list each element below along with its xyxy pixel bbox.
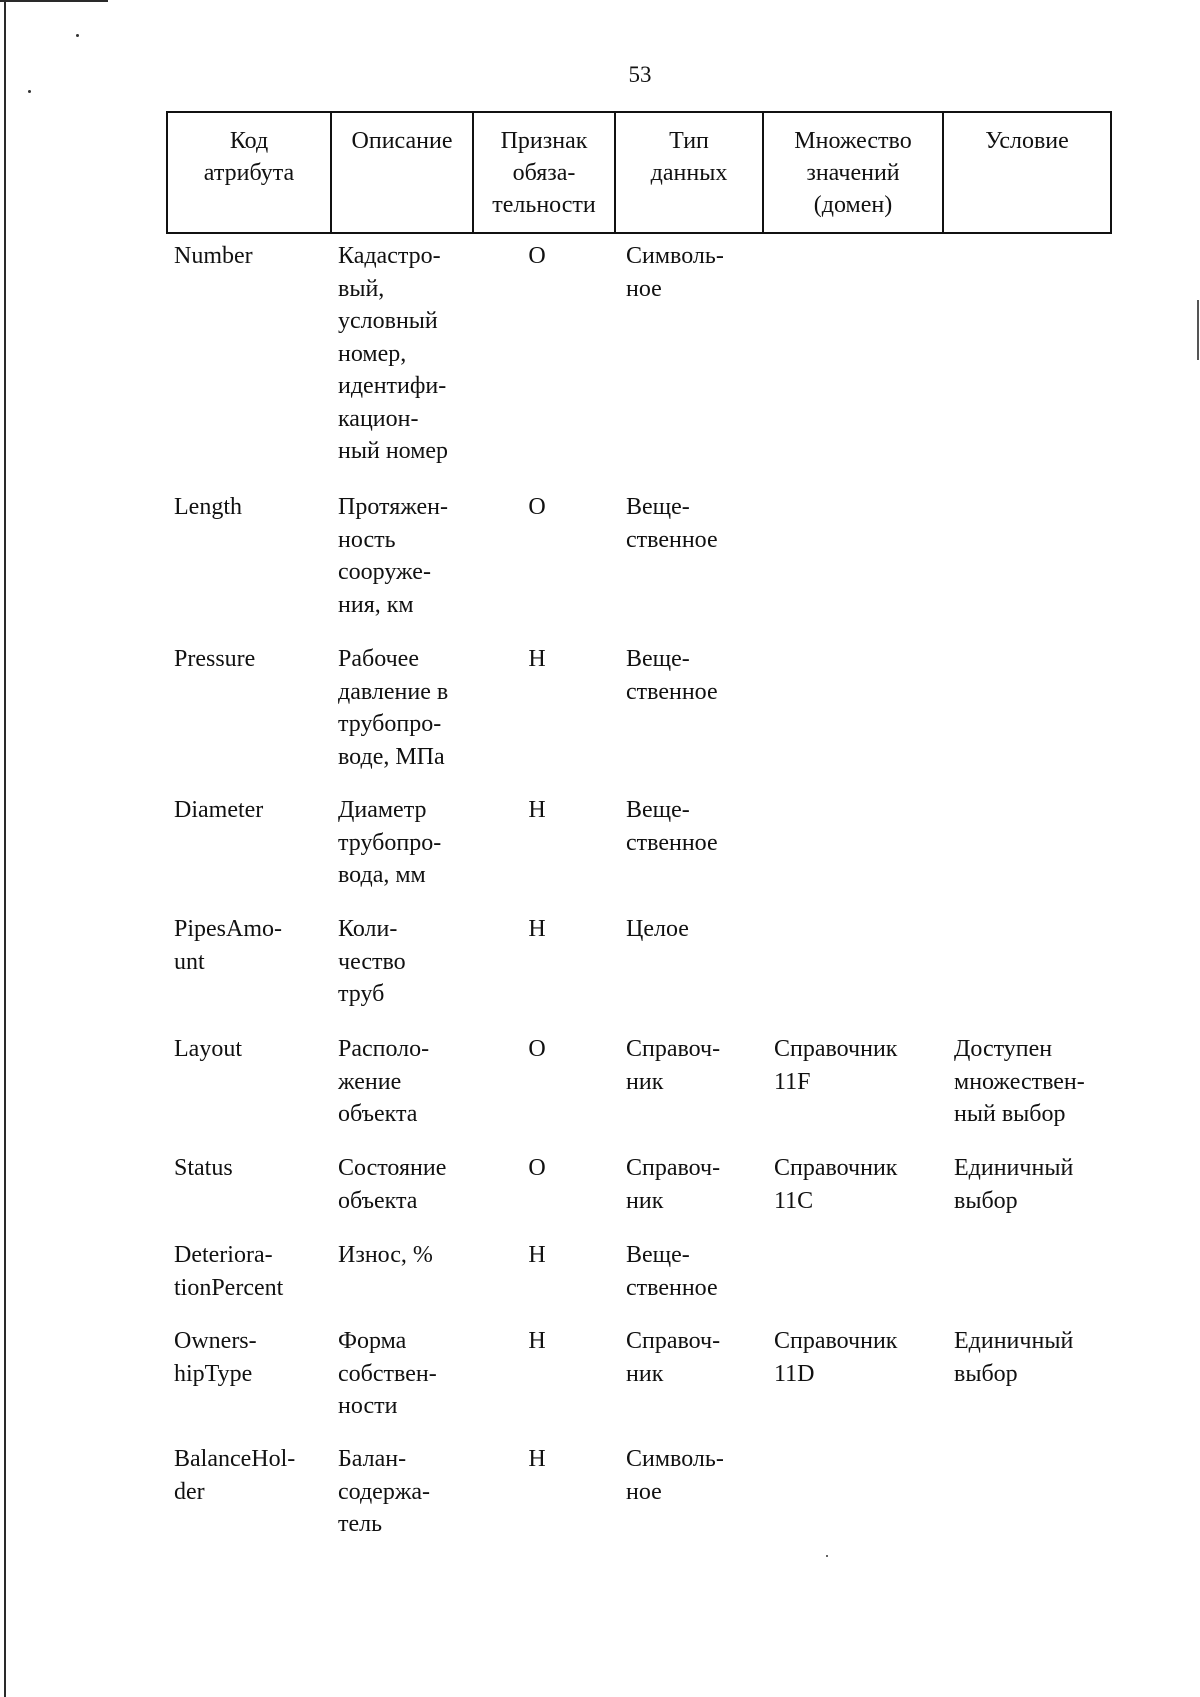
cell-domain: Справочник 11C (774, 1155, 898, 1214)
cell-type: Символь- ное (626, 1446, 724, 1505)
cell-code: Pressure (174, 646, 256, 672)
table-row (166, 643, 1112, 794)
cell-required: О (528, 494, 546, 520)
cell-required: О (528, 243, 546, 269)
table-row (166, 1152, 1112, 1239)
page-number: 53 (628, 62, 652, 87)
header-required: Признак обяза- тельности (474, 113, 616, 232)
table-row (166, 1325, 1112, 1443)
table-row (166, 1033, 1112, 1152)
cell-type: Символь- ное (626, 243, 724, 302)
cell-domain (762, 1443, 942, 1543)
cell-condition: Доступен множествен- ный выбор (954, 1036, 1085, 1127)
cell-required: Н (528, 916, 546, 942)
cell-code: Diameter (174, 797, 264, 823)
table-row (166, 1443, 1112, 1543)
cell-description: Балан- содержа- тель (338, 1446, 431, 1537)
cell-condition (942, 794, 1112, 913)
cell-required: Н (528, 797, 546, 823)
cell-description: Кадастро- вый, условный номер, идентифи- кацион- ный номер (338, 243, 449, 464)
cell-description: Рабочее давление в трубопро- воде, МПа (338, 646, 449, 770)
cell-domain: Справочник 11F (774, 1036, 898, 1095)
header-condition: Условие (985, 128, 1069, 154)
cell-code: BalanceHol- der (174, 1446, 296, 1505)
header-type: Тип данных (616, 113, 764, 232)
scan-speck (826, 1555, 828, 1557)
cell-type: Справоч- ник (626, 1155, 721, 1214)
scan-edge-right (1197, 300, 1199, 360)
cell-code: Owners- hipType (174, 1328, 257, 1387)
cell-domain (762, 1239, 942, 1325)
cell-type: Целое (626, 916, 689, 942)
cell-domain (762, 643, 942, 794)
cell-type: Справоч- ник (626, 1036, 721, 1095)
cell-description: Коли- чество труб (338, 916, 406, 1007)
header-code: Код атрибута (168, 113, 332, 232)
cell-code: Status (174, 1155, 233, 1181)
table-row (166, 1239, 1112, 1325)
cell-condition: Единичный выбор (954, 1328, 1074, 1387)
cell-domain: Справочник 11D (774, 1328, 898, 1387)
scan-edge-top (0, 0, 108, 2)
cell-description: Протяжен- ность сооруже- ния, км (338, 494, 448, 618)
table-header (166, 111, 1112, 234)
cell-required: Н (528, 646, 546, 672)
cell-description: Состояние объекта (338, 1155, 447, 1214)
table-row (166, 491, 1112, 643)
cell-condition: Единичный выбор (954, 1155, 1074, 1214)
cell-condition (942, 913, 1112, 1033)
cell-description: Форма собствен- ности (338, 1328, 437, 1419)
cell-type: Веще- ственное (626, 797, 718, 856)
scan-edge-left (4, 0, 6, 1697)
cell-domain (762, 794, 942, 913)
table-row (166, 794, 1112, 913)
cell-required: Н (528, 1242, 546, 1268)
cell-code: Number (174, 243, 253, 269)
cell-type: Веще- ственное (626, 494, 718, 553)
cell-code: Layout (174, 1036, 242, 1062)
cell-domain (762, 913, 942, 1033)
cell-code: Length (174, 494, 242, 520)
table-row (166, 240, 1112, 491)
scan-speck (28, 90, 31, 93)
cell-condition (942, 1443, 1112, 1543)
cell-condition (942, 491, 1112, 643)
table-body (166, 240, 1112, 1543)
cell-type: Веще- ственное (626, 1242, 718, 1301)
cell-required: О (528, 1155, 546, 1181)
cell-domain (762, 491, 942, 643)
cell-description: Диаметр трубопро- вода, мм (338, 797, 442, 888)
cell-required: Н (528, 1328, 546, 1354)
cell-required: О (528, 1036, 546, 1062)
cell-condition (942, 240, 1112, 491)
cell-required: Н (528, 1446, 546, 1472)
cell-condition (942, 643, 1112, 794)
cell-condition (942, 1239, 1112, 1325)
cell-type: Справоч- ник (626, 1328, 721, 1387)
cell-code: Deteriora- tionPercent (174, 1242, 284, 1301)
cell-code: PipesAmo- unt (174, 916, 282, 975)
header-description: Описание (332, 113, 474, 232)
cell-description: Располо- жение объекта (338, 1036, 430, 1127)
cell-type: Веще- ственное (626, 646, 718, 705)
cell-domain (762, 240, 942, 491)
cell-description: Износ, % (338, 1242, 433, 1268)
table-row (166, 913, 1112, 1033)
header-domain: Множество значений (домен) (764, 113, 944, 232)
scan-speck (76, 34, 79, 37)
